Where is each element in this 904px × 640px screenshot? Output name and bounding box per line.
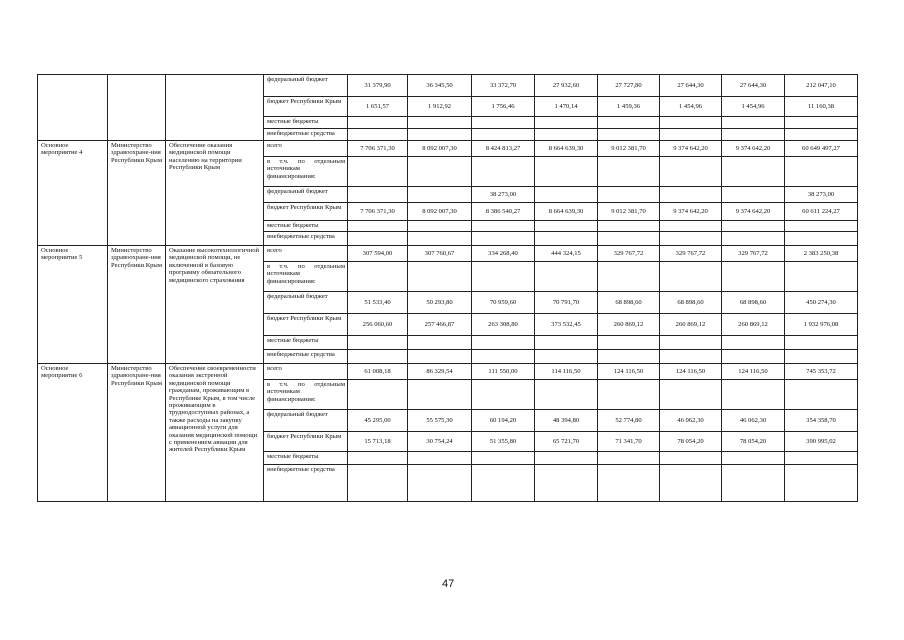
amount-cell: 51 355,80 xyxy=(472,432,535,452)
amount-cell xyxy=(785,380,858,410)
amount-cell xyxy=(598,187,660,203)
funding-source-cell: федеральный бюджет xyxy=(264,187,348,203)
amount-cell: 1 651,57 xyxy=(348,97,408,117)
amount-cell xyxy=(785,129,858,141)
funding-source-cell: всего xyxy=(264,246,348,262)
amount-cell: 50 293,80 xyxy=(408,292,472,314)
amount-cell: 68 898,60 xyxy=(722,292,785,314)
amount-cell xyxy=(535,380,598,410)
amount-cell xyxy=(722,262,785,292)
amount-cell xyxy=(722,380,785,410)
amount-cell: 1 454,96 xyxy=(660,97,722,117)
amount-cell: 7 706 371,30 xyxy=(348,141,408,157)
amount-cell xyxy=(472,350,535,364)
amount-cell xyxy=(535,350,598,364)
amount-cell: 65 721,70 xyxy=(535,432,598,452)
amount-cell: 8 424 813,27 xyxy=(472,141,535,157)
amount-cell: 86 329,54 xyxy=(408,364,472,380)
amount-cell: 33 372,70 xyxy=(472,75,535,97)
funding-source-cell: внебюджетные средства xyxy=(264,129,348,141)
amount-cell xyxy=(408,262,472,292)
amount-cell: 60 611 224,27 xyxy=(785,203,858,221)
amount-cell: 48 394,80 xyxy=(535,410,598,432)
amount-cell xyxy=(598,221,660,232)
amount-cell xyxy=(348,129,408,141)
funding-source-cell: внебюджетные средства xyxy=(264,350,348,364)
amount-cell xyxy=(472,336,535,350)
amount-cell: 38 273,00 xyxy=(472,187,535,203)
amount-cell xyxy=(785,350,858,364)
amount-cell: 2 383 250,38 xyxy=(785,246,858,262)
amount-cell xyxy=(472,117,535,129)
amount-cell: 68 898,60 xyxy=(598,292,660,314)
amount-cell xyxy=(472,232,535,246)
amount-cell xyxy=(598,350,660,364)
funding-source-cell: бюджет Республики Крым xyxy=(264,432,348,452)
amount-cell: 390 995,02 xyxy=(785,432,858,452)
amount-cell: 8 092 007,30 xyxy=(408,203,472,221)
amount-cell xyxy=(598,129,660,141)
funding-source-cell: местные бюджеты xyxy=(264,452,348,465)
amount-cell xyxy=(348,465,408,502)
amount-cell: 745 353,72 xyxy=(785,364,858,380)
amount-cell: 31 379,90 xyxy=(348,75,408,97)
amount-cell xyxy=(535,157,598,187)
amount-cell xyxy=(785,232,858,246)
funding-source-cell: федеральный бюджет xyxy=(264,75,348,97)
amount-cell: 124 116,50 xyxy=(598,364,660,380)
amount-cell: 373 532,45 xyxy=(535,314,598,336)
amount-cell: 30 754,24 xyxy=(408,432,472,452)
amount-cell: 8 092 007,30 xyxy=(408,141,472,157)
funding-source-cell: всего xyxy=(264,141,348,157)
amount-cell xyxy=(722,465,785,502)
amount-cell xyxy=(408,350,472,364)
amount-cell xyxy=(660,187,722,203)
table-row xyxy=(38,75,858,97)
amount-cell xyxy=(472,452,535,465)
amount-cell: 124 116,50 xyxy=(660,364,722,380)
amount-cell xyxy=(408,452,472,465)
amount-cell xyxy=(660,452,722,465)
amount-cell xyxy=(785,157,858,187)
amount-cell xyxy=(598,465,660,502)
amount-cell xyxy=(660,262,722,292)
funding-source-cell: местные бюджеты xyxy=(264,117,348,129)
amount-cell xyxy=(598,336,660,350)
amount-cell xyxy=(722,350,785,364)
amount-cell: 61 008,18 xyxy=(348,364,408,380)
amount-cell: 329 767,72 xyxy=(660,246,722,262)
budget-table-body xyxy=(38,75,858,502)
amount-cell: 38 273,00 xyxy=(785,187,858,203)
amount-cell xyxy=(598,157,660,187)
amount-cell: 15 713,18 xyxy=(348,432,408,452)
amount-cell xyxy=(785,452,858,465)
amount-cell: 1 459,36 xyxy=(598,97,660,117)
amount-cell: 7 706 371,30 xyxy=(348,203,408,221)
description-cell: Обеспечение оказания медицинской помощи населению на территории Республики Крым xyxy=(166,141,264,246)
amount-cell xyxy=(472,380,535,410)
amount-cell: 263 308,80 xyxy=(472,314,535,336)
amount-cell xyxy=(660,336,722,350)
table-row xyxy=(38,141,858,157)
amount-cell xyxy=(348,117,408,129)
funding-source-cell: бюджет Республики Крым xyxy=(264,314,348,336)
amount-cell xyxy=(535,117,598,129)
amount-cell xyxy=(785,262,858,292)
amount-cell: 9 374 642,20 xyxy=(722,141,785,157)
executor-cell: Министерство здравоохране-ния Республики Крым xyxy=(108,364,166,502)
amount-cell: 9 374 642,20 xyxy=(722,203,785,221)
amount-cell xyxy=(660,350,722,364)
amount-cell xyxy=(472,262,535,292)
amount-cell xyxy=(598,232,660,246)
amount-cell: 45 295,00 xyxy=(348,410,408,432)
amount-cell xyxy=(535,221,598,232)
amount-cell xyxy=(408,157,472,187)
amount-cell xyxy=(348,380,408,410)
amount-cell xyxy=(535,452,598,465)
amount-cell xyxy=(472,221,535,232)
funding-source-cell: в т.ч. по отдельным источникам финансирования: xyxy=(264,380,348,410)
activity-name-cell xyxy=(38,75,108,141)
amount-cell xyxy=(348,350,408,364)
amount-cell xyxy=(535,465,598,502)
funding-source-cell: всего xyxy=(264,364,348,380)
amount-cell: 11 160,38 xyxy=(785,97,858,117)
amount-cell xyxy=(408,232,472,246)
amount-cell: 307 760,67 xyxy=(408,246,472,262)
amount-cell xyxy=(660,380,722,410)
table-row xyxy=(38,364,858,380)
amount-cell xyxy=(535,187,598,203)
amount-cell xyxy=(598,452,660,465)
funding-source-cell: бюджет Республики Крым xyxy=(264,97,348,117)
funding-source-cell: местные бюджеты xyxy=(264,336,348,350)
amount-cell: 8 664 639,30 xyxy=(535,203,598,221)
amount-cell: 70 791,70 xyxy=(535,292,598,314)
funding-source-cell: федеральный бюджет xyxy=(264,292,348,314)
amount-cell xyxy=(660,157,722,187)
description-cell xyxy=(166,75,264,141)
amount-cell xyxy=(785,117,858,129)
amount-cell: 78 054,20 xyxy=(660,432,722,452)
amount-cell xyxy=(660,129,722,141)
amount-cell xyxy=(722,221,785,232)
amount-cell: 307 594,00 xyxy=(348,246,408,262)
amount-cell xyxy=(348,221,408,232)
amount-cell: 36 345,50 xyxy=(408,75,472,97)
amount-cell xyxy=(472,157,535,187)
amount-cell: 27 644,30 xyxy=(660,75,722,97)
amount-cell xyxy=(598,117,660,129)
executor-cell: Министерство здравоохране-ния Республики Крым xyxy=(108,141,166,246)
amount-cell xyxy=(660,117,722,129)
amount-cell: 9 012 381,70 xyxy=(598,203,660,221)
amount-cell xyxy=(348,157,408,187)
amount-cell: 52 774,80 xyxy=(598,410,660,432)
amount-cell: 1 932 976,08 xyxy=(785,314,858,336)
amount-cell: 68 898,60 xyxy=(660,292,722,314)
amount-cell xyxy=(598,262,660,292)
funding-source-cell: внебюджетные средства xyxy=(264,465,348,502)
amount-cell: 260 869,12 xyxy=(722,314,785,336)
amount-cell: 444 324,15 xyxy=(535,246,598,262)
activity-name-cell: Основное мероприятие 5 xyxy=(38,246,108,364)
amount-cell: 354 358,70 xyxy=(785,410,858,432)
amount-cell: 334 268,40 xyxy=(472,246,535,262)
budget-table xyxy=(37,74,858,502)
amount-cell: 46 062,30 xyxy=(722,410,785,432)
amount-cell xyxy=(598,380,660,410)
amount-cell: 212 047,10 xyxy=(785,75,858,97)
amount-cell xyxy=(408,187,472,203)
amount-cell xyxy=(785,465,858,502)
amount-cell xyxy=(722,129,785,141)
amount-cell xyxy=(535,262,598,292)
amount-cell: 450 274,30 xyxy=(785,292,858,314)
activity-name-cell: Основное мероприятие 6 xyxy=(38,364,108,502)
amount-cell: 1 912,92 xyxy=(408,97,472,117)
description-cell: Обеспечение своевременности оказания экстренной медицинской помощи гражданам, проживающим в Республике Крым, в том числе проживающим в труднодоступных районах, а также расходы на закупку авиационной услуги для оказания медицинской помощи с применением авиации для жителей Республики Крым xyxy=(166,364,264,502)
amount-cell xyxy=(472,129,535,141)
amount-cell: 1 756,46 xyxy=(472,97,535,117)
amount-cell: 260 869,12 xyxy=(660,314,722,336)
amount-cell: 8 664 639,30 xyxy=(535,141,598,157)
amount-cell: 257 466,87 xyxy=(408,314,472,336)
funding-source-cell: местные бюджеты xyxy=(264,221,348,232)
amount-cell: 78 054,20 xyxy=(722,432,785,452)
amount-cell: 70 959,60 xyxy=(472,292,535,314)
amount-cell: 9 012 381,70 xyxy=(598,141,660,157)
amount-cell xyxy=(348,336,408,350)
amount-cell xyxy=(535,129,598,141)
amount-cell xyxy=(785,336,858,350)
amount-cell xyxy=(722,117,785,129)
amount-cell xyxy=(722,187,785,203)
amount-cell xyxy=(722,157,785,187)
amount-cell xyxy=(348,187,408,203)
amount-cell xyxy=(408,380,472,410)
amount-cell: 60 194,20 xyxy=(472,410,535,432)
amount-cell: 9 374 642,20 xyxy=(660,203,722,221)
activity-name-cell: Основное мероприятие 4 xyxy=(38,141,108,246)
amount-cell xyxy=(722,336,785,350)
executor-cell: Министерство здравоохране-ния Республики Крым xyxy=(108,246,166,364)
amount-cell xyxy=(348,232,408,246)
amount-cell: 124 116,50 xyxy=(722,364,785,380)
amount-cell xyxy=(535,232,598,246)
amount-cell xyxy=(408,221,472,232)
amount-cell xyxy=(408,129,472,141)
amount-cell: 114 116,50 xyxy=(535,364,598,380)
amount-cell xyxy=(785,221,858,232)
amount-cell: 60 649 497,27 xyxy=(785,141,858,157)
page-number: 47 xyxy=(442,578,455,590)
amount-cell: 51 533,40 xyxy=(348,292,408,314)
amount-cell: 111 550,00 xyxy=(472,364,535,380)
amount-cell xyxy=(408,465,472,502)
amount-cell xyxy=(408,117,472,129)
amount-cell xyxy=(472,465,535,502)
amount-cell: 1 470,14 xyxy=(535,97,598,117)
amount-cell xyxy=(722,452,785,465)
amount-cell: 256 060,60 xyxy=(348,314,408,336)
amount-cell xyxy=(535,336,598,350)
funding-source-cell: в т.ч. по отдельным источникам финансирования: xyxy=(264,157,348,187)
funding-source-cell: бюджет Республики Крым xyxy=(264,203,348,221)
executor-cell xyxy=(108,75,166,141)
table-row xyxy=(38,246,858,262)
amount-cell xyxy=(660,232,722,246)
amount-cell xyxy=(348,262,408,292)
amount-cell: 8 386 540,27 xyxy=(472,203,535,221)
amount-cell xyxy=(722,232,785,246)
description-cell: Оказание высокотехнологичной медицинской помощи, не включенной в базовую программу обязательного медицинского страхования xyxy=(166,246,264,364)
amount-cell xyxy=(660,221,722,232)
funding-source-cell: в т.ч. по отдельным источникам финансирования: xyxy=(264,262,348,292)
amount-cell: 260 869,12 xyxy=(598,314,660,336)
amount-cell: 46 062,30 xyxy=(660,410,722,432)
amount-cell: 71 341,70 xyxy=(598,432,660,452)
amount-cell: 9 374 642,20 xyxy=(660,141,722,157)
amount-cell: 329 767,72 xyxy=(722,246,785,262)
amount-cell: 27 644,30 xyxy=(722,75,785,97)
funding-source-cell: внебюджетные средства xyxy=(264,232,348,246)
amount-cell xyxy=(660,465,722,502)
amount-cell xyxy=(348,452,408,465)
amount-cell: 27 932,60 xyxy=(535,75,598,97)
amount-cell xyxy=(408,336,472,350)
amount-cell: 1 454,96 xyxy=(722,97,785,117)
funding-source-cell: федеральный бюджет xyxy=(264,410,348,432)
amount-cell: 329 767,72 xyxy=(598,246,660,262)
amount-cell: 27 727,80 xyxy=(598,75,660,97)
amount-cell: 55 575,30 xyxy=(408,410,472,432)
